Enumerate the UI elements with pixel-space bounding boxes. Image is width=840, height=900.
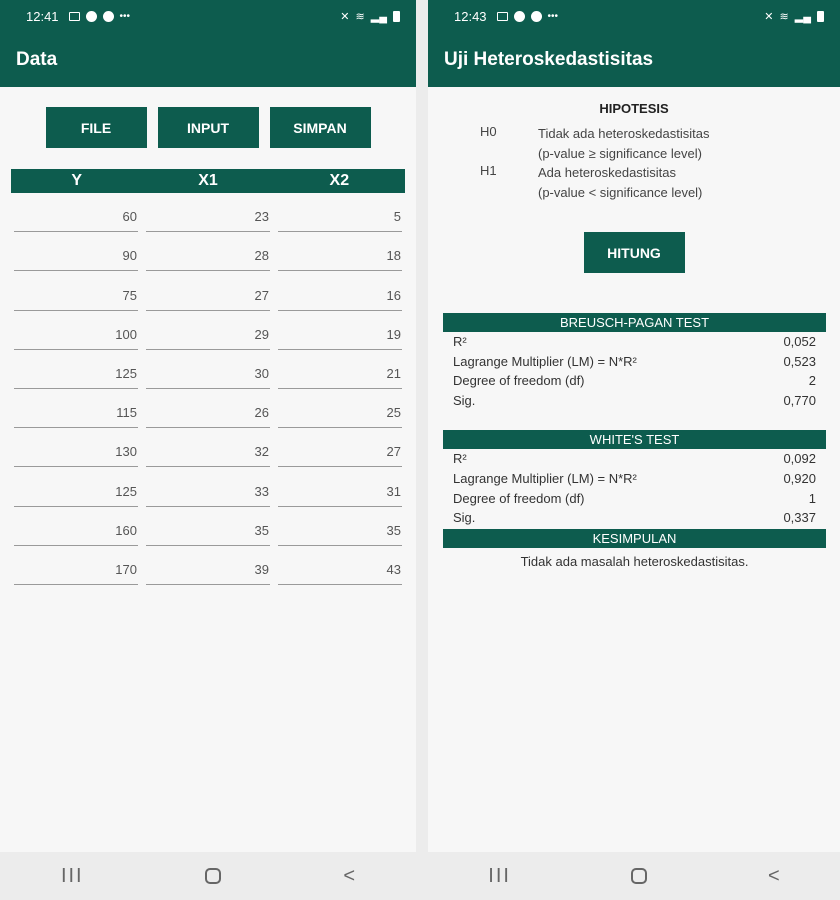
page-title: Uji Heteroskedastisitas bbox=[444, 48, 654, 70]
breusch-result-row bbox=[443, 391, 826, 411]
cell-y-input[interactable]: 90 bbox=[14, 248, 138, 271]
table-row bbox=[14, 546, 402, 585]
more-notifications-icon: ••• bbox=[547, 10, 559, 22]
cell-y-input[interactable]: 75 bbox=[14, 288, 138, 311]
white-result-row bbox=[443, 508, 826, 528]
data-screen bbox=[0, 0, 416, 900]
result-value: 1 bbox=[808, 490, 816, 506]
data-table bbox=[14, 193, 402, 585]
result-label: Lagrange Multiplier (LM) = N*R² bbox=[453, 353, 637, 369]
cell-x2-input[interactable]: 5 bbox=[278, 209, 402, 232]
table-row bbox=[14, 507, 402, 546]
cell-x1-input[interactable]: 39 bbox=[146, 562, 270, 585]
result-label: Degree of freedom (df) bbox=[453, 490, 585, 506]
gallery-icon bbox=[497, 12, 508, 21]
mute-icon: ✕ bbox=[764, 10, 774, 23]
cell-x2-input[interactable]: 35 bbox=[278, 523, 402, 546]
back-icon[interactable]: < bbox=[768, 864, 780, 887]
cell-y-input[interactable]: 115 bbox=[14, 405, 138, 428]
cell-x2-input[interactable]: 21 bbox=[278, 366, 402, 389]
cell-x1-input[interactable]: 28 bbox=[146, 248, 270, 271]
app-notification-icon bbox=[103, 11, 114, 22]
cell-y-input[interactable]: 130 bbox=[14, 444, 138, 467]
battery-icon bbox=[393, 11, 400, 22]
status-time: 12:43 bbox=[454, 8, 487, 24]
kesimpulan-header: KESIMPULAN bbox=[443, 529, 826, 548]
signal-icon: ▂▄ bbox=[794, 10, 811, 23]
app-notification-icon bbox=[514, 11, 525, 22]
hipotesis-title: HIPOTESIS bbox=[599, 101, 669, 116]
mute-icon: ✕ bbox=[340, 10, 350, 23]
app-notification-icon bbox=[531, 11, 542, 22]
breusch-result-row bbox=[443, 332, 826, 352]
gallery-icon bbox=[69, 12, 80, 21]
hipotesis-block bbox=[428, 124, 840, 202]
table-row bbox=[14, 428, 402, 467]
signal-icon: ▂▄ bbox=[370, 10, 387, 23]
file-button[interactable]: FILE bbox=[46, 107, 147, 148]
cell-x1-input[interactable]: 27 bbox=[146, 288, 270, 311]
cell-x2-input[interactable]: 16 bbox=[278, 288, 402, 311]
result-label: R² bbox=[453, 451, 467, 467]
result-value: 2 bbox=[808, 373, 816, 389]
back-icon[interactable]: < bbox=[343, 864, 356, 887]
app-notification-icon bbox=[86, 11, 97, 22]
system-nav-bar bbox=[0, 852, 416, 900]
breusch-pagan-section bbox=[443, 313, 826, 410]
cell-x2-input[interactable]: 25 bbox=[278, 405, 402, 428]
white-result-row bbox=[443, 489, 826, 509]
result-label: Sig. bbox=[453, 510, 476, 526]
cell-x1-input[interactable]: 32 bbox=[146, 444, 270, 467]
hitung-button[interactable]: HITUNG bbox=[584, 232, 685, 273]
column-header-y: Y bbox=[71, 172, 82, 189]
result-value: 0,770 bbox=[783, 392, 816, 408]
result-value: 0,920 bbox=[783, 470, 816, 486]
column-header-x1: X1 bbox=[198, 172, 218, 189]
result-value: 0,052 bbox=[783, 334, 816, 349]
simpan-button[interactable]: SIMPAN bbox=[270, 107, 371, 148]
h1-key: H1 bbox=[480, 163, 497, 178]
recents-icon[interactable]: III bbox=[60, 864, 84, 887]
breusch-result-row bbox=[443, 371, 826, 391]
cell-x1-input[interactable]: 26 bbox=[146, 405, 270, 428]
h0-condition: (p-value ≥ significance level) bbox=[538, 145, 702, 161]
h0-key: H0 bbox=[480, 124, 497, 139]
wifi-icon: ≋ bbox=[779, 10, 789, 23]
table-row bbox=[14, 389, 402, 428]
cell-y-input[interactable]: 100 bbox=[14, 327, 138, 350]
white-test-section bbox=[443, 430, 826, 527]
white-result-row bbox=[443, 449, 826, 469]
kesimpulan-section bbox=[443, 529, 826, 569]
cell-x1-input[interactable]: 29 bbox=[146, 327, 270, 350]
table-row bbox=[14, 271, 402, 310]
result-value: 0,337 bbox=[783, 510, 816, 526]
cell-y-input[interactable]: 170 bbox=[14, 562, 138, 585]
home-icon[interactable] bbox=[205, 868, 221, 884]
heteroskedastisitas-screen bbox=[428, 0, 840, 900]
recents-icon[interactable]: III bbox=[488, 864, 511, 887]
cell-x1-input[interactable]: 30 bbox=[146, 366, 270, 389]
table-row bbox=[14, 467, 402, 506]
h1-text: Ada heteroskedastisitas bbox=[538, 165, 677, 180]
cell-y-input[interactable]: 125 bbox=[14, 484, 138, 507]
cell-x2-input[interactable]: 27 bbox=[278, 444, 402, 467]
h1-row bbox=[480, 163, 840, 202]
table-row bbox=[14, 232, 402, 271]
cell-x1-input[interactable]: 33 bbox=[146, 484, 270, 507]
kesimpulan-text: Tidak ada masalah heteroskedastisitas. bbox=[520, 553, 749, 569]
more-notifications-icon: ••• bbox=[119, 10, 131, 22]
cell-x2-input[interactable]: 19 bbox=[278, 327, 402, 350]
result-value: 0,523 bbox=[783, 353, 816, 369]
white-result-row bbox=[443, 469, 826, 489]
table-row bbox=[14, 311, 402, 350]
page-title: Data bbox=[16, 48, 58, 70]
cell-x2-input[interactable]: 18 bbox=[278, 248, 402, 271]
result-label: Degree of freedom (df) bbox=[453, 373, 585, 389]
app-bar bbox=[0, 32, 416, 87]
app-bar bbox=[428, 32, 840, 87]
table-row bbox=[14, 193, 402, 232]
white-test-header: WHITE'S TEST bbox=[443, 430, 826, 449]
status-time: 12:41 bbox=[26, 8, 59, 24]
action-buttons bbox=[0, 107, 416, 148]
table-row bbox=[14, 350, 402, 389]
cell-x1-input[interactable]: 35 bbox=[146, 523, 270, 546]
result-label: R² bbox=[453, 334, 467, 349]
cell-y-input[interactable]: 60 bbox=[14, 209, 138, 232]
cell-y-input[interactable]: 160 bbox=[14, 523, 138, 546]
system-nav-bar bbox=[428, 852, 840, 900]
breusch-result-row bbox=[443, 352, 826, 372]
table-header bbox=[11, 169, 405, 193]
result-value: 0,092 bbox=[783, 451, 816, 467]
cell-x2-input[interactable]: 31 bbox=[278, 484, 402, 507]
status-bar bbox=[428, 0, 840, 32]
h0-text: Tidak ada heteroskedastisitas bbox=[538, 126, 710, 141]
cell-x2-input[interactable]: 43 bbox=[278, 562, 402, 585]
column-header-x2: X2 bbox=[329, 172, 350, 189]
cell-x1-input[interactable]: 23 bbox=[146, 209, 270, 232]
result-label: Lagrange Multiplier (LM) = N*R² bbox=[453, 470, 637, 486]
breusch-pagan-header: BREUSCH-PAGAN TEST bbox=[443, 313, 826, 332]
status-bar bbox=[0, 0, 416, 32]
input-button[interactable]: INPUT bbox=[158, 107, 259, 148]
h0-row bbox=[480, 124, 840, 163]
wifi-icon: ≋ bbox=[355, 10, 365, 23]
battery-icon bbox=[817, 11, 824, 22]
home-icon[interactable] bbox=[631, 868, 647, 884]
cell-y-input[interactable]: 125 bbox=[14, 366, 138, 389]
result-label: Sig. bbox=[453, 392, 476, 408]
h1-condition: (p-value < significance level) bbox=[538, 184, 703, 200]
